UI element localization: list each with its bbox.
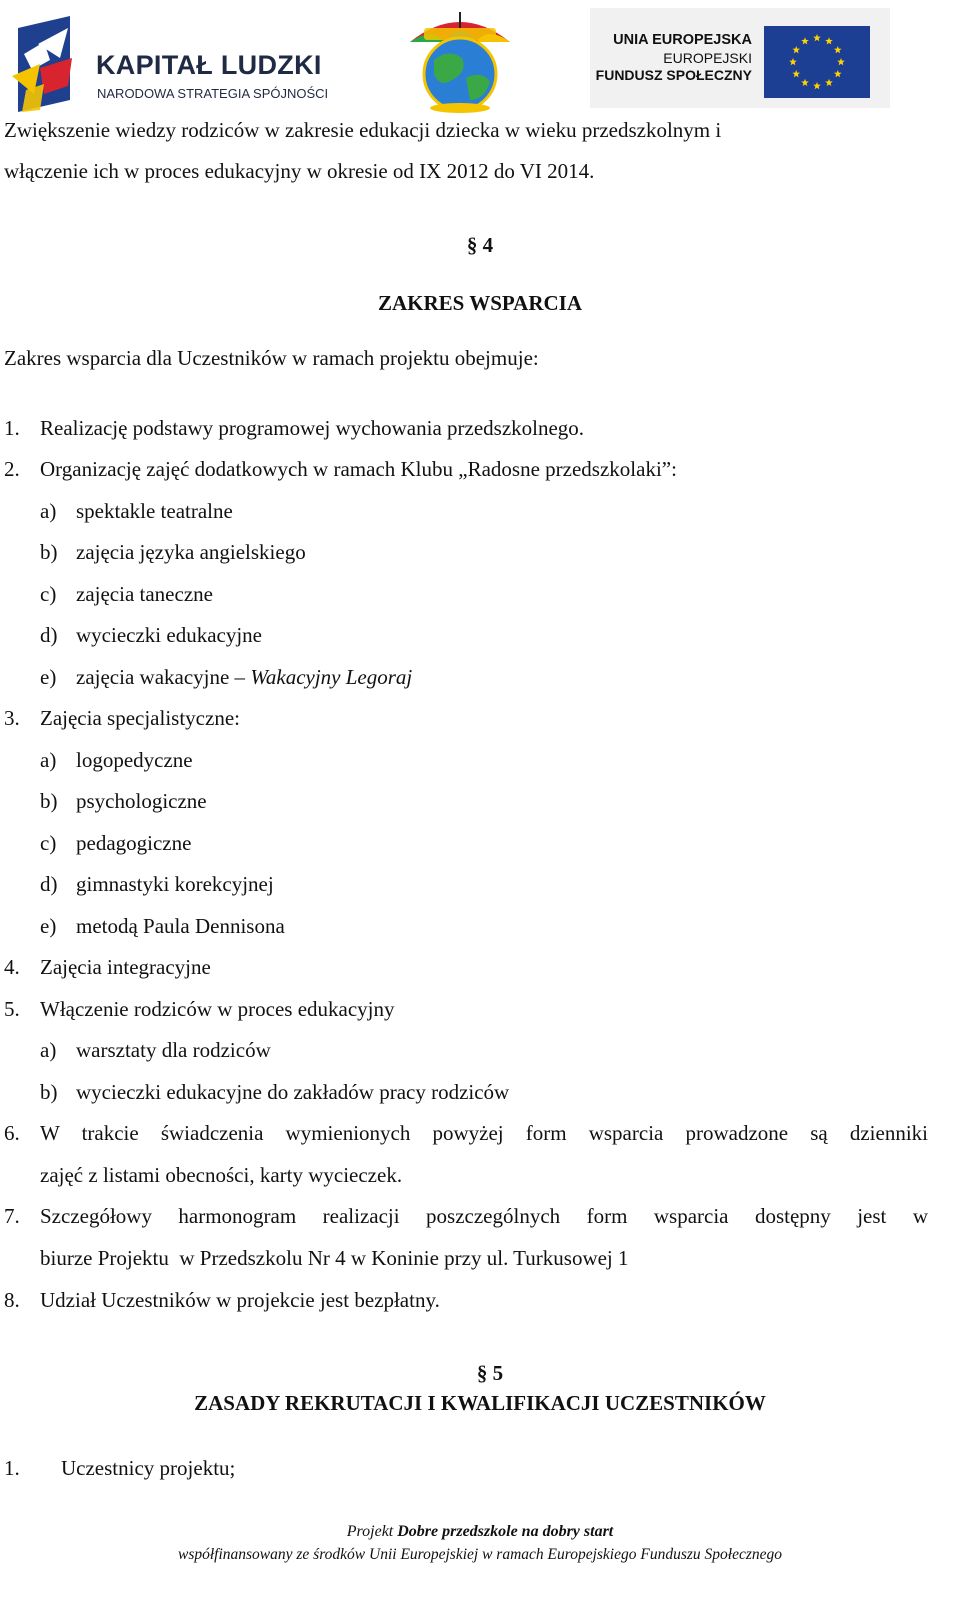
list-item-number: 4. bbox=[4, 955, 20, 979]
sub-item-letter: b) bbox=[40, 1080, 58, 1104]
sub-item-letter: a) bbox=[40, 499, 57, 523]
section-5-title: ZASADY REKRUTACJI I KWALIFIKACJI UCZESTNIKÓW bbox=[194, 1391, 766, 1415]
sub-item-letter: a) bbox=[40, 1038, 57, 1062]
sub-item-letter: b) bbox=[40, 540, 58, 564]
sub-item: zajęcia języka angielskiego bbox=[76, 540, 306, 564]
sub-item: metodą Paula Dennisona bbox=[76, 914, 285, 938]
sub-item bbox=[76, 664, 412, 690]
section-4-title: ZAKRES WSPARCIA bbox=[377, 291, 582, 315]
sub-item-letter: a) bbox=[40, 748, 57, 772]
globe-umbrella-icon bbox=[404, 8, 516, 116]
list-item-number: 1. bbox=[4, 1456, 20, 1480]
kapital-ludzki-title: KAPITAŁ LUDZKI bbox=[96, 50, 322, 80]
list-item-continuation: biurze Projektu w Przedszkolu Nr 4 w Koninie przy ul. Turkusowej 1 bbox=[40, 1246, 629, 1270]
intro-line-1: Zwiększenie wiedzy rodziców w zakresie edukacji dziecka w wieku przedszkolnym i bbox=[4, 118, 722, 142]
list-item: W trakcie świadczenia wymienionych powyżej form wsparcia prowadzone są dzienniki bbox=[40, 1121, 928, 1145]
list-item: Organizację zajęć dodatkowych w ramach Klubu „Radosne przedszkolaki”: bbox=[40, 457, 677, 481]
footer-prefix: Projekt bbox=[346, 1523, 398, 1540]
list-item: Zajęcia integracyjne bbox=[40, 955, 211, 979]
sub-item-italic: Wakacyjny Legoraj bbox=[250, 665, 413, 689]
list-item: Włączenie rodziców w proces edukacyjny bbox=[40, 997, 395, 1021]
sub-item-letter: e) bbox=[40, 914, 57, 938]
sub-item-letter: c) bbox=[40, 831, 57, 855]
list-item: Zajęcia specjalistyczne: bbox=[40, 706, 240, 730]
list-item-number: 8. bbox=[4, 1288, 20, 1312]
eu-line-3: FUNDUSZ SPOŁECZNY bbox=[595, 67, 752, 83]
list-item-number: 6. bbox=[4, 1121, 20, 1145]
footer-project-line bbox=[0, 1523, 960, 1541]
list-item: Udział Uczestników w projekcie jest bezpłatny. bbox=[40, 1288, 440, 1312]
sub-item: pedagogiczne bbox=[76, 831, 192, 855]
sub-item: wycieczki edukacyjne do zakładów pracy rodziców bbox=[76, 1080, 510, 1104]
list-item: Uczestnicy projektu; bbox=[61, 1456, 236, 1480]
list-item-number: 5. bbox=[4, 997, 20, 1021]
eu-line-1: UNIA EUROPEJSKA bbox=[613, 32, 752, 48]
footer-project-name: Dobre przedszkole na dobry start bbox=[397, 1523, 614, 1540]
kapital-ludzki-subtitle: NARODOWA STRATEGIA SPÓJNOŚCI bbox=[97, 86, 329, 101]
sub-item: wycieczki edukacyjne bbox=[76, 623, 262, 647]
sub-item-text: zajęcia wakacyjne – bbox=[76, 665, 251, 689]
sub-item-letter: b) bbox=[40, 789, 58, 813]
sub-item-letter: e) bbox=[40, 665, 57, 689]
list-item-number: 1. bbox=[4, 416, 20, 440]
list-item: Realizację podstawy programowej wychowania przedszkolnego. bbox=[40, 416, 585, 440]
list-item-number: 2. bbox=[4, 457, 20, 481]
footer-funding-line: współfinansowany ze środków Unii Europejskiej w ramach Europejskiego Funduszu Społecznego bbox=[177, 1546, 782, 1563]
section-5-symbol: § 5 bbox=[476, 1361, 504, 1385]
page-header bbox=[0, 0, 960, 118]
sub-item: logopedyczne bbox=[76, 748, 193, 772]
kapital-ludzki-emblem-icon bbox=[10, 14, 90, 114]
sub-item: psychologiczne bbox=[76, 789, 207, 813]
section-4-symbol: § 4 bbox=[466, 233, 494, 257]
sub-item: spektakle teatralne bbox=[76, 499, 233, 523]
sub-item-letter: c) bbox=[40, 582, 57, 606]
intro-line-2: włączenie ich w proces edukacyjny w okresie od IX 2012 do VI 2014. bbox=[4, 159, 595, 183]
eu-line-2: EUROPEJSKI bbox=[663, 50, 752, 66]
sub-item-letter: d) bbox=[40, 623, 58, 647]
eu-flag-icon bbox=[764, 26, 870, 98]
przedszkole-globe-logo bbox=[404, 8, 516, 116]
list-item-continuation: zajęć z listami obecności, karty wycieczek. bbox=[40, 1163, 403, 1187]
sub-item: zajęcia taneczne bbox=[76, 582, 213, 606]
list-item: Szczegółowy harmonogram realizacji poszczególnych form wsparcia dostępny jest w bbox=[40, 1204, 928, 1228]
section-4-lead: Zakres wsparcia dla Uczestników w ramach projektu obejmuje: bbox=[4, 346, 539, 370]
list-item-number: 7. bbox=[4, 1204, 20, 1228]
sub-item: gimnastyki korekcyjnej bbox=[76, 872, 274, 896]
sub-item: warsztaty dla rodziców bbox=[76, 1038, 271, 1062]
kapital-ludzki-logo bbox=[10, 14, 330, 114]
list-item-number: 3. bbox=[4, 706, 20, 730]
sub-item-letter: d) bbox=[40, 872, 58, 896]
eu-efs-logo bbox=[590, 8, 890, 108]
